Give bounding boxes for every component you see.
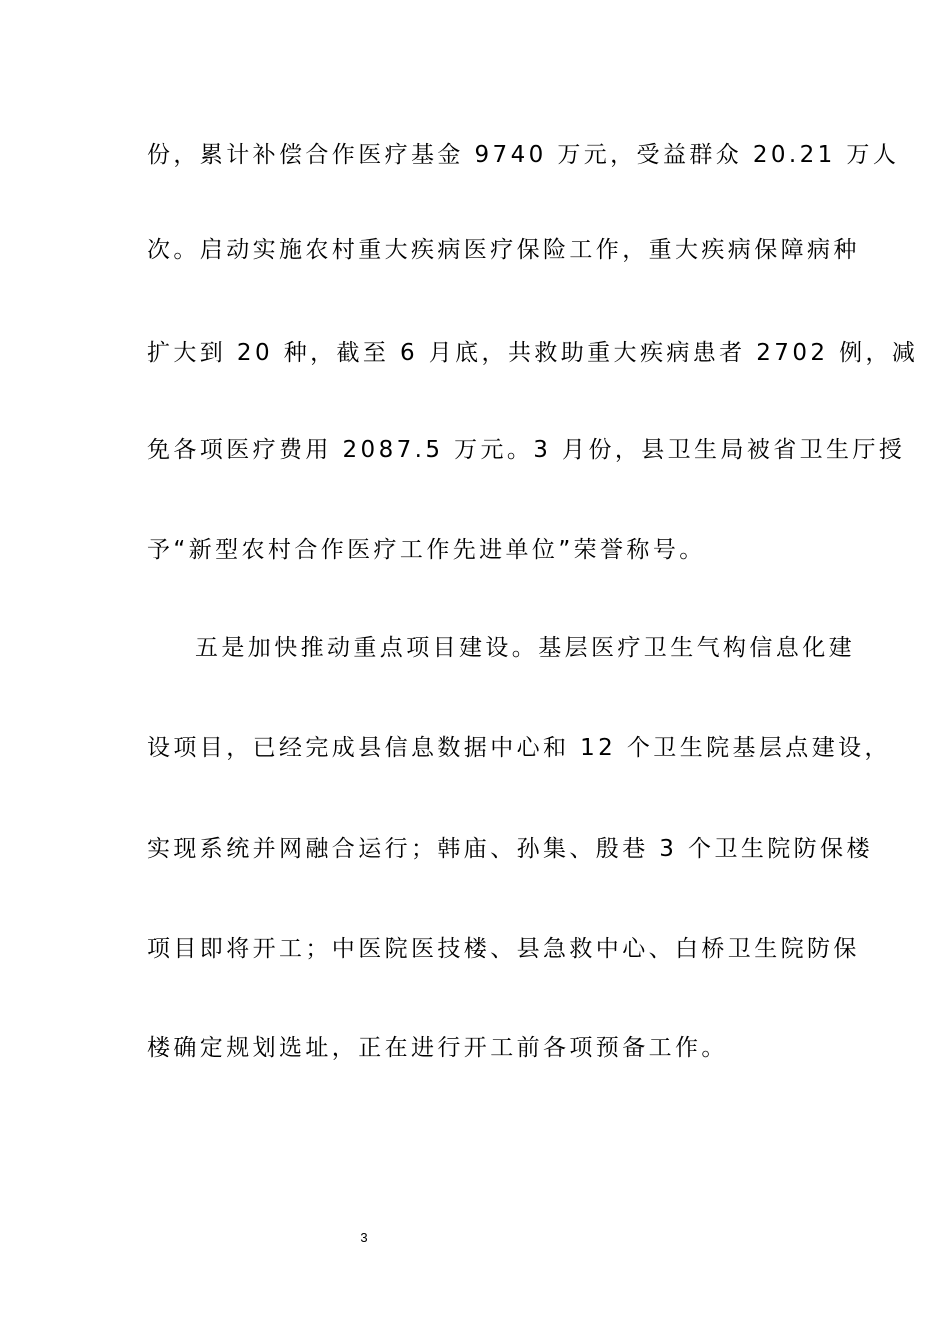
text-line-4: 免各项医疗费用 2087.5 万元。3 月份，县卫生局被省卫生厅授 [147, 437, 906, 463]
text-line-5: 予“新型农村合作医疗工作先进单位”荣誉称号。 [147, 537, 706, 563]
page-number: 3 [360, 1230, 368, 1245]
text-line-10: 楼确定规划选址，正在进行开工前各项预备工作。 [147, 1035, 728, 1061]
text-line-7: 设项目，已经完成县信息数据中心和 12 个卫生院基层点建设， [147, 735, 891, 761]
text-line-3: 扩大到 20 种，截至 6 月底，共救助重大疾病患者 2702 例，减 [147, 340, 919, 366]
text-line-8: 实现系统并网融合运行；韩庙、孙集、殷巷 3 个卫生院防保楼 [147, 836, 873, 862]
text-line-2: 次。启动实施农村重大疾病医疗保险工作，重大疾病保障病种 [147, 237, 860, 263]
text-line-9: 项目即将开工；中医院医技楼、县急救中心、白桥卫生院防保 [147, 936, 860, 962]
text-line-1: 份，累计补偿合作医疗基金 9740 万元，受益群众 20.21 万人 [147, 142, 900, 168]
text-line-6: 五是加快推动重点项目建设。基层医疗卫生气构信息化建 [195, 635, 855, 661]
